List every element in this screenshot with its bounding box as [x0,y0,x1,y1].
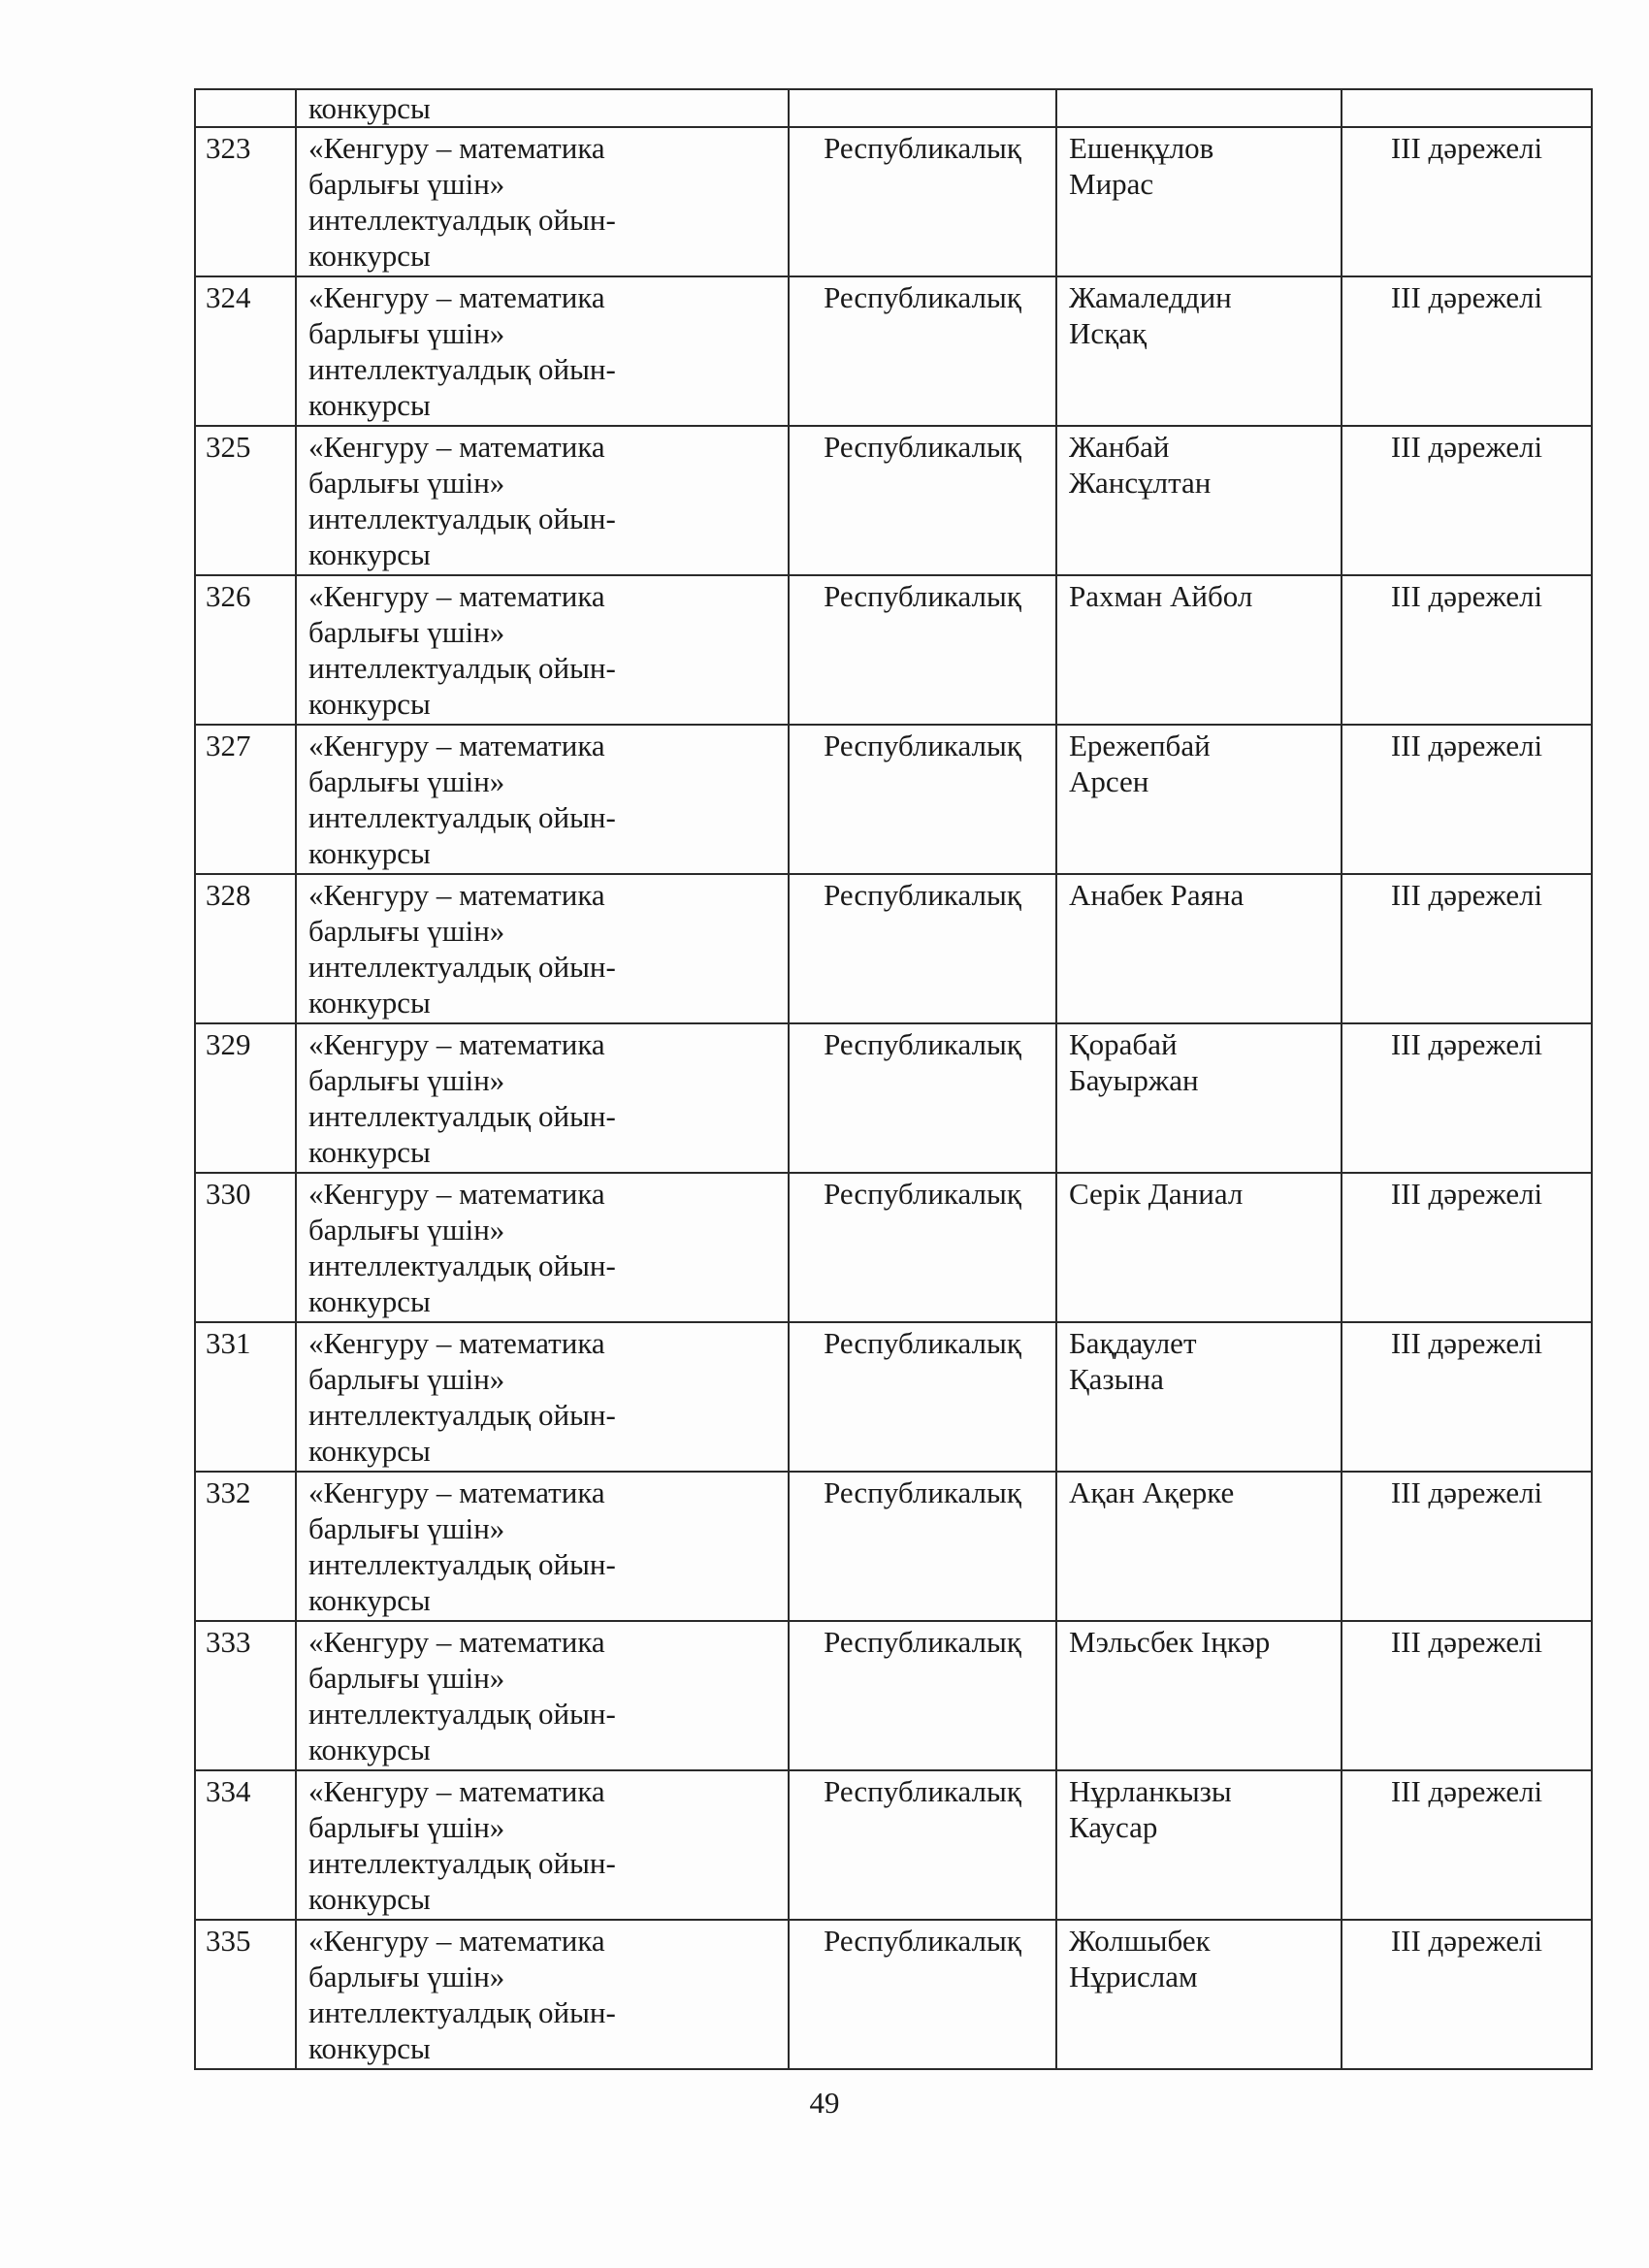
cell-level: Республикалық [789,725,1056,874]
cell-competition [296,127,789,276]
cell-award: ІІІ дәрежелі [1342,874,1592,1023]
continuation-row [195,89,1592,127]
name-line: Жамаледдин [1069,280,1232,314]
competition-line: интеллектуалдық ойын- [308,1398,616,1432]
competition-line: «Кенгуру – математика [308,1177,605,1211]
competition-line: «Кенгуру – математика [308,430,605,464]
cell-level: Республикалық [789,1322,1056,1472]
competition-line: интеллектуалдық ойын- [308,352,616,386]
name-line: Ақан Ақерке [1069,1475,1235,1509]
name-line: Мэльсбек Іңкәр [1069,1625,1271,1659]
cell-level: Республикалық [789,1472,1056,1621]
cell-level [789,89,1056,127]
cell-award: ІІІ дәрежелі [1342,1472,1592,1621]
competition-line: «Кенгуру – математика [308,878,605,912]
cell-level: Республикалық [789,575,1056,725]
cell-name [1056,575,1342,725]
cell-no: 324 [195,276,296,426]
table-row [195,276,1592,426]
competition-line: конкурсы [308,388,431,422]
cell-no: 327 [195,725,296,874]
competition-line: барлығы үшін» [308,167,505,201]
cell-no: 333 [195,1621,296,1770]
competition-line: барлығы үшін» [308,764,505,798]
competition-line: интеллектуалдық ойын- [308,1547,616,1581]
cell-award: ІІІ дәрежелі [1342,575,1592,725]
cell-competition [296,725,789,874]
competition-line: «Кенгуру – математика [308,1924,605,1958]
competition-line: интеллектуалдық ойын- [308,1248,616,1282]
competition-line: барлығы үшін» [308,1063,505,1097]
competition-line: конкурсы [308,836,431,870]
name-line: Жанбай [1069,430,1170,464]
cell-award: ІІІ дәрежелі [1342,1173,1592,1322]
competition-line: барлығы үшін» [308,1213,505,1247]
cell-name [1056,1621,1342,1770]
competition-line: интеллектуалдық ойын- [308,1995,616,2029]
table-row [195,1770,1592,1920]
competition-line: конкурсы [308,2031,431,2065]
cell-name [1056,1322,1342,1472]
cell-award: ІІІ дәрежелі [1342,725,1592,874]
competition-line: интеллектуалдық ойын- [308,651,616,685]
cell-award: ІІІ дәрежелі [1342,426,1592,575]
competition-line: «Кенгуру – математика [308,280,605,314]
competition-line: «Кенгуру – математика [308,131,605,165]
cell-name [1056,874,1342,1023]
name-line: Бақдаулет [1069,1326,1197,1360]
cell-name [1056,1770,1342,1920]
competition-line: конкурсы [308,1882,431,1916]
cell-name [1056,89,1342,127]
competition-line: конкурсы [308,1583,431,1617]
cell-level: Республикалық [789,1023,1056,1173]
competition-line: конкурсы [308,537,431,571]
name-line: Анабек Раяна [1069,878,1245,912]
competition-line: конкурсы [308,239,431,273]
cell-level: Республикалық [789,276,1056,426]
cell-level: Республикалық [789,426,1056,575]
name-line: Ешенқұлов [1069,131,1214,165]
competition-line: «Кенгуру – математика [308,1475,605,1509]
cell-level: Республикалық [789,127,1056,276]
competition-line: барлығы үшін» [308,1661,505,1695]
table-row [195,874,1592,1023]
cell-name [1056,276,1342,426]
cell-no: 335 [195,1920,296,2069]
name-line: Серік Даниал [1069,1177,1244,1211]
table-row [195,1322,1592,1472]
cell-no: 323 [195,127,296,276]
cell-name [1056,1023,1342,1173]
table-row [195,1023,1592,1173]
name-line: Жолшыбек [1069,1924,1211,1958]
cell-award: ІІІ дәрежелі [1342,276,1592,426]
results-table [194,88,1593,2070]
cell-award: ІІІ дәрежелі [1342,1621,1592,1770]
cell-level: Республикалық [789,1770,1056,1920]
cell-competition [296,874,789,1023]
cell-no: 328 [195,874,296,1023]
cell-level: Республикалық [789,1920,1056,2069]
competition-line: барлығы үшін» [308,1511,505,1545]
competition-line: барлығы үшін» [308,466,505,500]
competition-line: барлығы үшін» [308,1362,505,1396]
competition-line: интеллектуалдық ойын- [308,1099,616,1133]
competition-line: «Кенгуру – математика [308,1326,605,1360]
name-line: Нұрислам [1069,1960,1198,1993]
name-line: Исқақ [1069,316,1148,350]
cell-award: ІІІ дәрежелі [1342,127,1592,276]
competition-tail: конкурсы [308,91,431,125]
name-line: Ережепбай [1069,729,1211,762]
cell-competition [296,1920,789,2069]
competition-line: конкурсы [308,687,431,721]
competition-line: «Кенгуру – математика [308,579,605,613]
competition-line: барлығы үшін» [308,615,505,649]
cell-competition [296,1322,789,1472]
competition-line: интеллектуалдық ойын- [308,1697,616,1731]
competition-line: конкурсы [308,1733,431,1766]
name-line: Нұрланкызы [1069,1774,1232,1808]
competition-line: барлығы үшін» [308,1960,505,1993]
table-row [195,1920,1592,2069]
cell-name [1056,725,1342,874]
cell-competition [296,1621,789,1770]
name-line: Мирас [1069,167,1154,201]
competition-line: барлығы үшін» [308,1810,505,1844]
competition-line: интеллектуалдық ойын- [308,800,616,834]
cell-name [1056,127,1342,276]
competition-line: конкурсы [308,1135,431,1169]
name-line: Каусар [1069,1810,1158,1844]
competition-line: интеллектуалдық ойын- [308,203,616,237]
competition-line: интеллектуалдық ойын- [308,950,616,984]
cell-no: 332 [195,1472,296,1621]
competition-line: «Кенгуру – математика [308,729,605,762]
competition-line: барлығы үшін» [308,914,505,948]
competition-line: «Кенгуру – математика [308,1774,605,1808]
cell-level: Республикалық [789,1173,1056,1322]
competition-line: конкурсы [308,1434,431,1468]
cell-level: Республикалық [789,874,1056,1023]
competition-line: барлығы үшін» [308,316,505,350]
cell-competition [296,89,789,127]
competition-line: «Кенгуру – математика [308,1027,605,1061]
cell-award: ІІІ дәрежелі [1342,1322,1592,1472]
name-line: Жансұлтан [1069,466,1212,500]
cell-competition [296,1173,789,1322]
cell-no: 334 [195,1770,296,1920]
cell-competition [296,1472,789,1621]
table-row [195,127,1592,276]
cell-level: Республикалық [789,1621,1056,1770]
name-line: Рахман Айбол [1069,579,1253,613]
cell-no: 330 [195,1173,296,1322]
cell-award: ІІІ дәрежелі [1342,1770,1592,1920]
cell-competition [296,575,789,725]
table-row [195,1472,1592,1621]
cell-no: 326 [195,575,296,725]
cell-name [1056,426,1342,575]
competition-line: конкурсы [308,986,431,1020]
table-row [195,426,1592,575]
cell-name [1056,1173,1342,1322]
competition-line: конкурсы [308,1284,431,1318]
competition-line: интеллектуалдық ойын- [308,502,616,535]
cell-no: 331 [195,1322,296,1472]
cell-competition [296,426,789,575]
table-row [195,575,1592,725]
name-line: Бауыржан [1069,1063,1199,1097]
competition-line: интеллектуалдық ойын- [308,1846,616,1880]
cell-award: ІІІ дәрежелі [1342,1920,1592,2069]
cell-competition [296,1023,789,1173]
cell-name [1056,1920,1342,2069]
competition-line: «Кенгуру – математика [308,1625,605,1659]
cell-no: 325 [195,426,296,575]
cell-award: ІІІ дәрежелі [1342,1023,1592,1173]
name-line: Қорабай [1069,1027,1178,1061]
table-row [195,725,1592,874]
name-line: Арсен [1069,764,1149,798]
cell-award [1342,89,1592,127]
name-line: Қазына [1069,1362,1164,1396]
cell-competition [296,276,789,426]
page-number: 49 [809,2086,840,2120]
cell-competition [296,1770,789,1920]
cell-name [1056,1472,1342,1621]
table-row [195,1173,1592,1322]
cell-no: 329 [195,1023,296,1173]
table-row [195,1621,1592,1770]
cell-no [195,89,296,127]
